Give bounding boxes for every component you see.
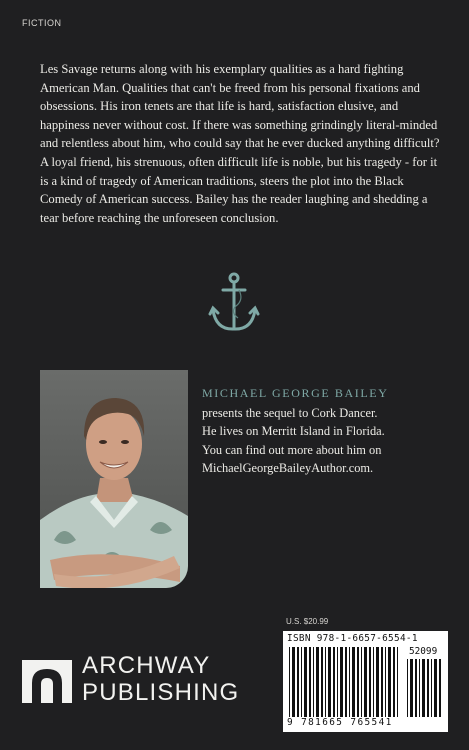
barcode-bar [407,659,408,717]
barcode-bar [349,647,350,717]
anchor-icon [208,272,260,334]
barcode-bar [357,647,359,717]
publisher-name-line-1: ARCHWAY [82,652,211,679]
barcode-bar [361,647,362,717]
barcode-bar [419,659,420,717]
barcode-bar [340,647,343,717]
barcode-bar [410,659,413,717]
barcode-bar [369,647,371,717]
barcode-main-bars [289,647,401,717]
barcode-bar [439,659,441,717]
barcode-bar [304,647,307,717]
isbn-label: ISBN 978-1-6657-6554-1 [287,633,418,644]
barcode-bar [337,647,338,717]
barcode-bar [427,659,429,717]
back-cover-blurb: Les Savage returns along with his exemplary qualities as a hard fighting American Man. Qualities that can't be freed from his personal fixations and obsessions. His iron tenets are that life is hard, satisfaction elusive, and happiness never without cost. If there was something grindingly literal-minded and relentless about him, who could say that he ever ducked anything difficult? A loyal friend, his strenuous, often difficult life is noble, but his tragedy - for it is a kind of tragedy of American traditions, steers the plot into the Black Comedy of American success. Bailey has the reader laughing and shedding a tear before reaching the unforeseen conclusion. [40,62,440,225]
barcode-bar [301,647,302,717]
barcode-bar [393,647,395,717]
bio-line-2: He lives on Merritt Island in Florida. [202,424,385,439]
barcode-bar [431,659,432,717]
genre-label: FICTION [22,18,62,28]
publisher-name-line-2: PUBLISHING [82,679,240,706]
barcode-addon-bars [407,659,445,717]
barcode-bar [328,647,331,717]
barcode-bar [292,647,295,717]
barcode-bar [289,647,290,717]
author-name: MICHAEL GEORGE BAILEY [202,386,389,400]
barcode-bar [309,647,311,717]
author-bio [202,386,452,478]
archway-logo-icon [22,653,72,703]
isbn-barcode [283,631,448,732]
barcode-bar [325,647,326,717]
price-label: U.S. $20.99 [286,617,329,626]
barcode-bar [381,647,383,717]
barcode-bar [385,647,386,717]
barcode-bar [376,647,379,717]
barcode-bar [434,659,437,717]
barcode-bar [373,647,374,717]
barcode-bar [422,659,425,717]
barcode-bar [321,647,323,717]
barcode-bar [333,647,335,717]
barcode-bar [352,647,355,717]
barcode-bar [316,647,319,717]
barcode-bar [297,647,299,717]
barcode-bar [364,647,367,717]
bio-line-4: MichaelGeorgeBaileyAuthor.com. [202,461,374,476]
barcode-bar [345,647,347,717]
publisher-name [82,652,239,706]
barcode-bar [397,647,398,717]
barcode-bar [415,659,417,717]
bio-line-1: presents the sequel to Cork Dancer. [202,406,378,420]
bio-line-3: You can find out more about him on [202,442,382,457]
author-photo [40,370,188,588]
isbn-digits: 9 781665 765541 [287,717,393,728]
barcode-bar [388,647,391,717]
barcode-bar [313,647,314,717]
isbn-addon-code: 52099 [409,646,438,657]
